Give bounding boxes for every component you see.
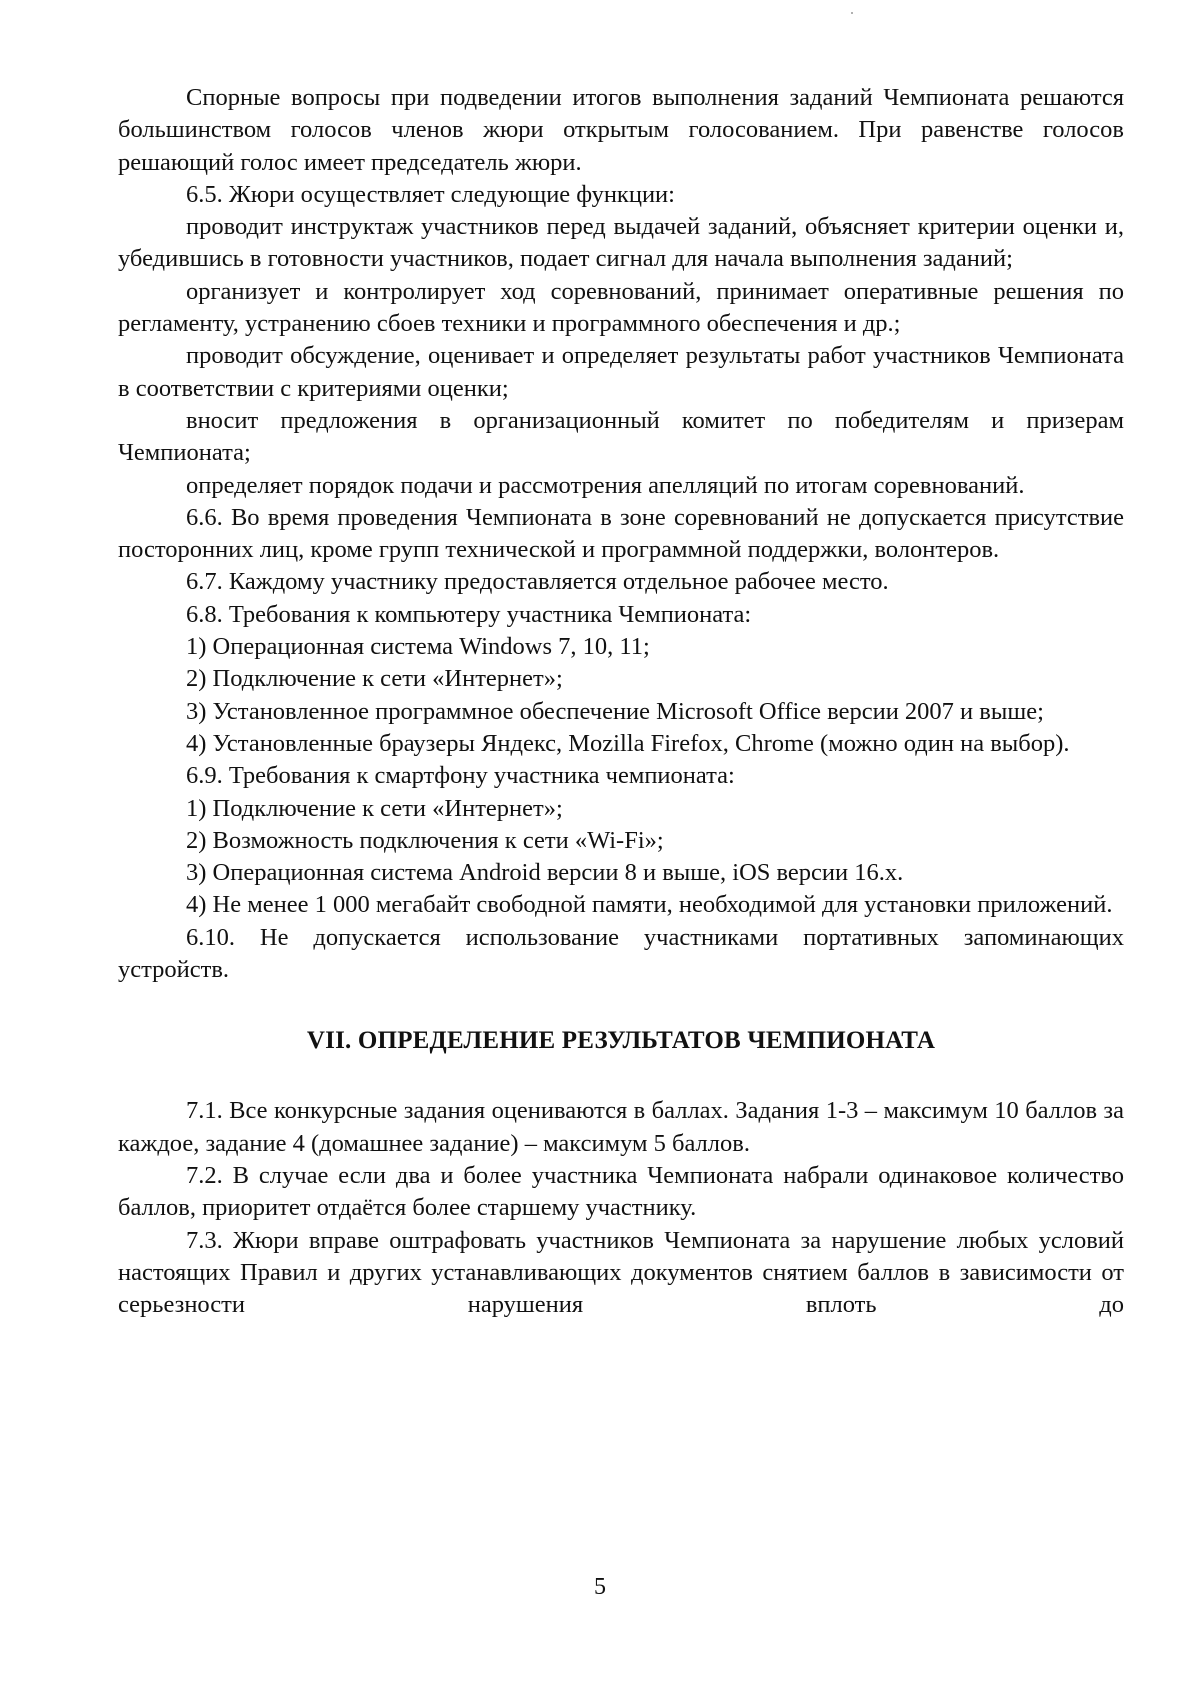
paragraph-jury-proposals: вносит предложения в организационный комитет по победителям и призерам Чемпионата; — [118, 406, 1124, 467]
list-item-phone-memory: 4) Не менее 1 000 мегабайт свободной памяти, необходимой для установки приложений. — [186, 891, 1113, 919]
paragraph-disputes: Спорные вопросы при подведении итогов выполнения заданий Чемпионата решаются большинством голосов членов жюри открытым голосованием. При равенстве голосов решающий голос имеет председатель жюри. — [118, 84, 1124, 176]
paragraph-7-3: 7.3. Жюри вправе оштрафовать участников Чемпионата за нарушение любых условий настоящих Правил и других устанавливающих документов снятием баллов в зависимости от серьезности нарушения вплоть до — [118, 1226, 1124, 1319]
list-item-pc-os: 1) Операционная система Windows 7, 10, 11; — [186, 633, 650, 661]
paragraph-7-2: 7.2. В случае если два и более участника Чемпионата набрали одинаковое количество баллов, приоритет отдаётся более старшему участнику. — [118, 1161, 1124, 1222]
paragraph-6-6: 6.6. Во время проведения Чемпионата в зоне соревнований не допускается присутствие посторонних лиц, кроме групп технической и программной поддержки, волонтеров. — [118, 503, 1124, 564]
list-item-phone-wifi: 2) Возможность подключения к сети «Wi-Fi»; — [186, 826, 664, 854]
list-item-pc-internet: 2) Подключение к сети «Интернет»; — [186, 665, 563, 693]
paragraph-7-1: 7.1. Все конкурсные задания оцениваются в баллах. Задания 1-3 – максимум 10 баллов за каждое, задание 4 (домашнее задание) – максимум 5 баллов. — [118, 1097, 1124, 1157]
paragraph-6-5: 6.5. Жюри осуществляет следующие функции: — [186, 180, 675, 208]
paragraph-jury-appeals: определяет порядок подачи и рассмотрения апелляций по итогам соревнований. — [186, 471, 1025, 499]
scan-artifact — [851, 12, 853, 14]
page-number: 5 — [594, 1574, 606, 1600]
list-item-phone-os: 3) Операционная система Android версии 8 и выше, iOS версии 16.x. — [186, 859, 904, 887]
paragraph-6-9: 6.9. Требования к смартфону участника чемпионата: — [186, 762, 735, 790]
paragraph-6-7: 6.7. Каждому участнику предоставляется отдельное рабочее место. — [186, 568, 889, 596]
list-item-pc-browsers: 4) Установленные браузеры Яндекс, Mozilla Firefox, Chrome (можно один на выбор). — [186, 729, 1070, 757]
paragraph-6-8: 6.8. Требования к компьютеру участника Чемпионата: — [186, 600, 752, 628]
list-item-pc-office: 3) Установленное программное обеспечение Microsoft Office версии 2007 и выше; — [186, 697, 1044, 725]
list-item-phone-internet: 1) Подключение к сети «Интернет»; — [186, 794, 563, 822]
paragraph-jury-evaluates: проводит обсуждение, оценивает и определяет результаты работ участников Чемпионата в соответствии с критериями оценки; — [118, 342, 1124, 402]
paragraph-jury-briefing: проводит инструктаж участников перед выдачей заданий, объясняет критерии оценки и, убедившись в готовности участников, подает сигнал для начала выполнения заданий; — [118, 213, 1124, 273]
document-page — [118, 82, 1124, 1321]
section-heading: VII. ОПРЕДЕЛЕНИЕ РЕЗУЛЬТАТОВ ЧЕМПИОНАТА — [306, 1027, 936, 1055]
paragraph-6-10: 6.10. Не допускается использование участниками портативных запоминающих устройств. — [118, 923, 1124, 984]
paragraph-jury-organizes: организует и контролирует ход соревнований, принимает оперативные решения по регламенту, устранению сбоев техники и программного обеспечения и др.; — [118, 277, 1124, 338]
